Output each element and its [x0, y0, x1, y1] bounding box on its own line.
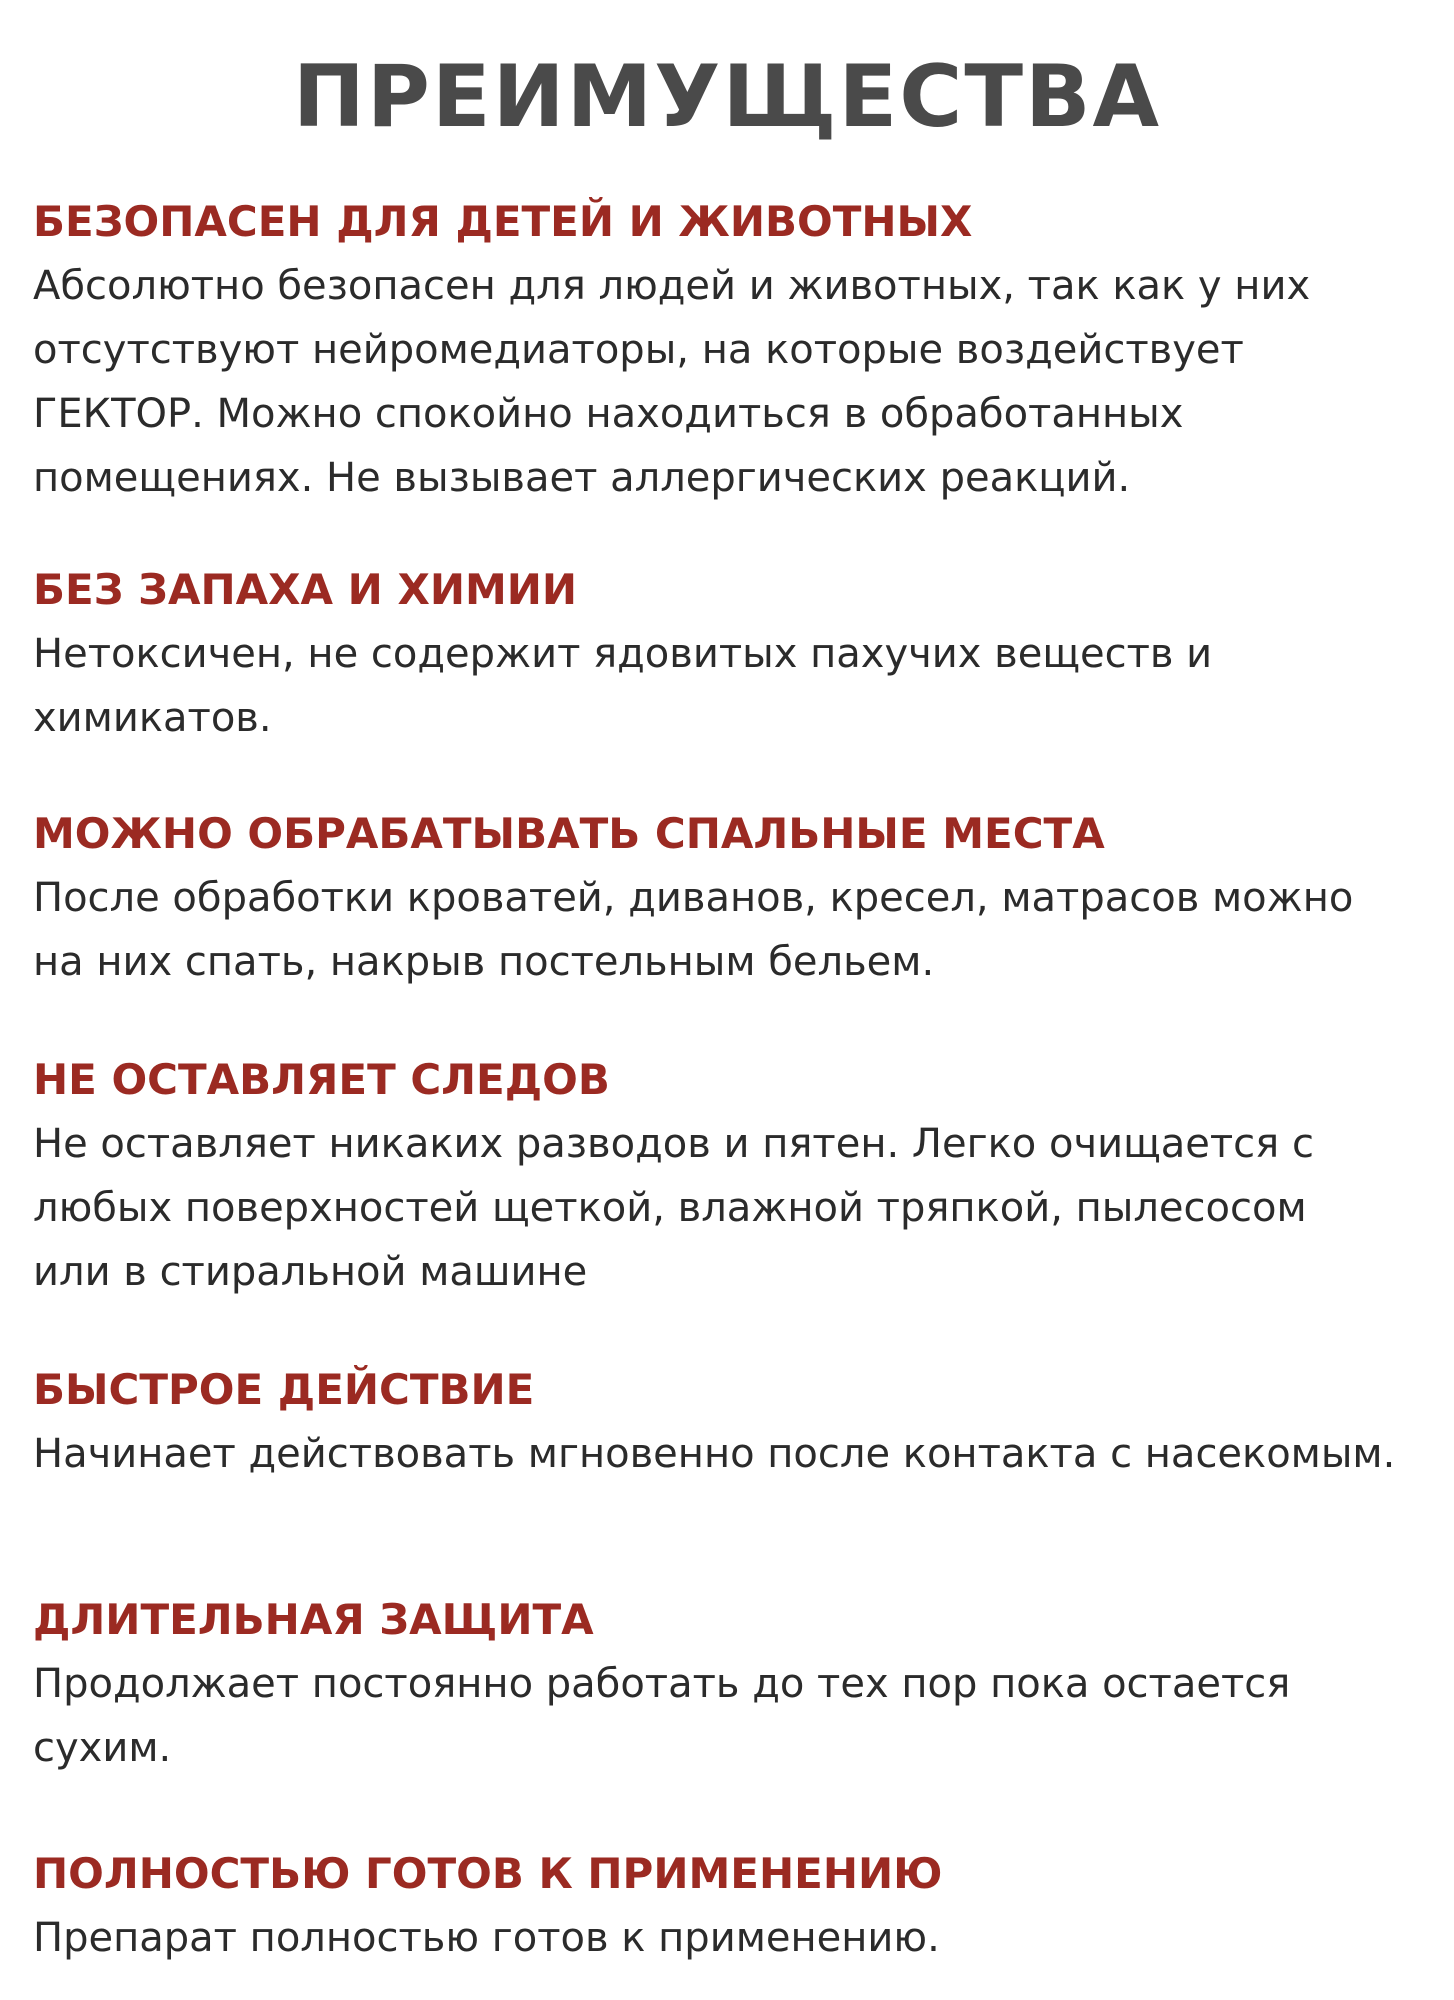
benefit-section-sleeping-places: [33, 802, 1433, 994]
section-text-line: помещениях. Не вызывает аллергических реакций.: [33, 455, 1131, 501]
benefit-section-long-protection: [33, 1588, 1433, 1780]
section-text-line: ГЕКТОР. Можно спокойно находиться в обработанных: [33, 391, 1184, 437]
section-text-line: отсутствуют нейромедиаторы, на которые воздействует: [33, 327, 1244, 373]
section-heading: БЫСТРОЕ ДЕЙСТВИЕ: [33, 1365, 535, 1414]
benefit-section-no-odor: [33, 558, 1433, 750]
benefit-section-no-traces: [33, 1048, 1433, 1304]
section-text-line: Препарат полностью готов к применению.: [33, 1915, 940, 1961]
section-text-line: Абсолютно безопасен для людей и животных, так как у них: [33, 263, 1311, 309]
benefit-section-fast-action: [33, 1358, 1433, 1486]
section-heading: ДЛИТЕЛЬНАЯ ЗАЩИТА: [33, 1595, 594, 1644]
page-title: ПРЕИМУЩЕСТВА: [292, 47, 1162, 147]
section-text-line: на них спать, накрыв постельным бельем.: [33, 939, 935, 985]
section-text-line: После обработки кроватей, диванов, кресел, матрасов можно: [33, 875, 1354, 921]
section-text-line: химикатов.: [33, 695, 272, 741]
section-heading: БЕЗ ЗАПАХА И ХИМИИ: [33, 565, 578, 614]
section-text-line: Нетоксичен, не содержит ядовитых пахучих веществ и: [33, 631, 1213, 677]
section-text-line: сухим.: [33, 1725, 172, 1771]
benefit-section-ready-to-use: [33, 1842, 1433, 1970]
section-heading: НЕ ОСТАВЛЯЕТ СЛЕДОВ: [33, 1055, 610, 1104]
benefit-section-safe-for-children-and-animals: [33, 190, 1433, 510]
section-heading: ПОЛНОСТЬЮ ГОТОВ К ПРИМЕНЕНИЮ: [33, 1849, 943, 1898]
section-text-line: любых поверхностей щеткой, влажной тряпкой, пылесосом: [33, 1185, 1307, 1231]
section-heading: МОЖНО ОБРАБАТЫВАТЬ СПАЛЬНЫЕ МЕСТА: [33, 809, 1105, 858]
section-text-line: Продолжает постоянно работать до тех пор пока остается: [33, 1661, 1291, 1707]
section-text-line: Начинает действовать мгновенно после контакта с насекомым.: [33, 1431, 1396, 1477]
section-heading: БЕЗОПАСЕН ДЛЯ ДЕТЕЙ И ЖИВОТНЫХ: [33, 197, 973, 246]
section-text-line: Не оставляет никаких разводов и пятен. Легко очищается с: [33, 1121, 1314, 1167]
section-text-line: или в стиральной машине: [33, 1249, 588, 1295]
